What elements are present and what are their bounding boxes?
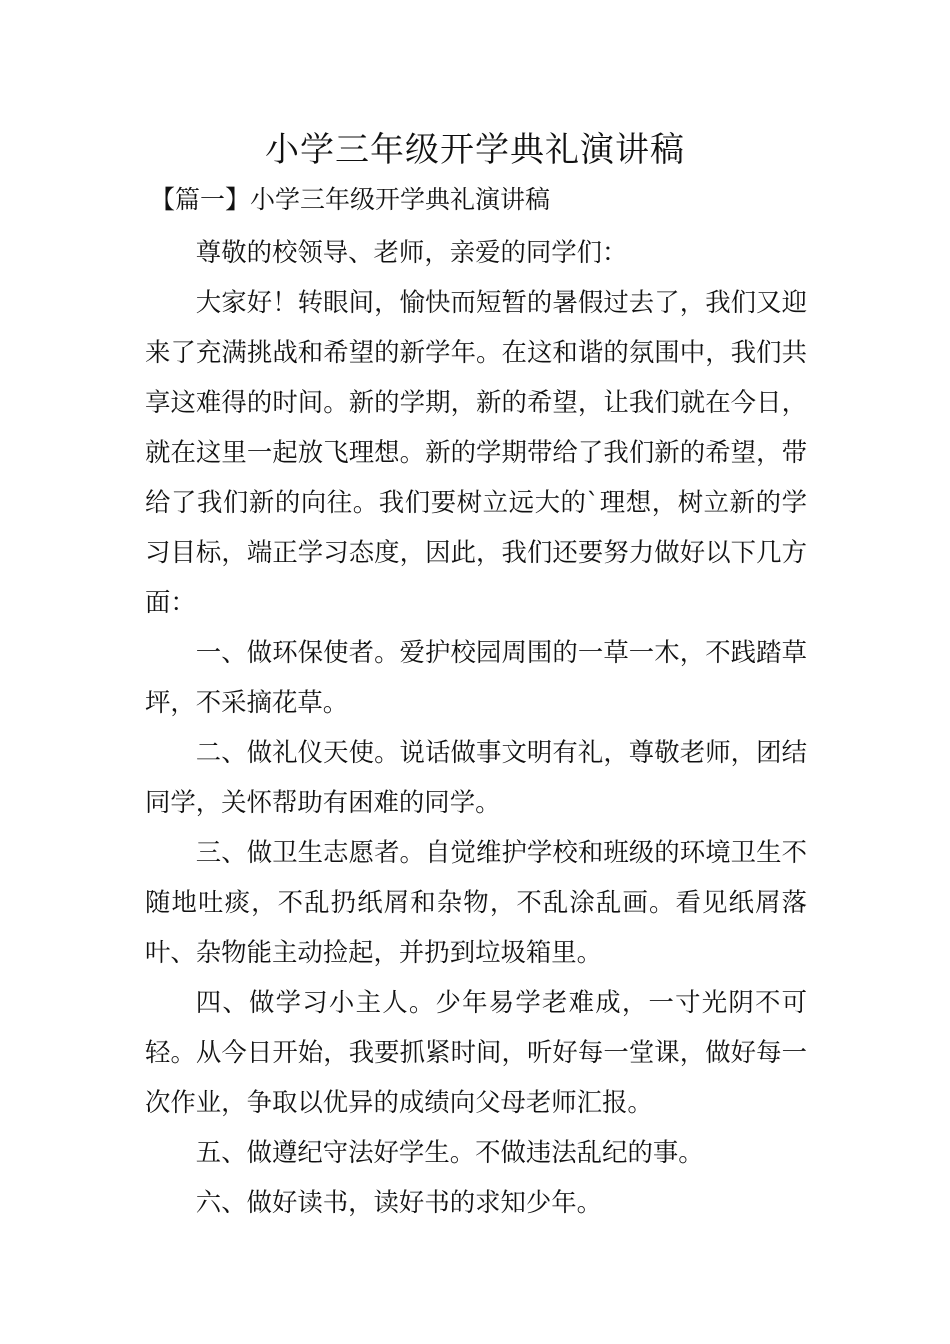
document-body bbox=[145, 227, 807, 1227]
paragraph-point-3: 三、做卫生志愿者。自觉维护学校和班级的环境卫生不随地吐痰，不乱扔纸屑和杂物，不乱涂乱画。看见纸屑落叶、杂物能主动捡起，并扔到垃圾箱里。 bbox=[145, 837, 807, 967]
paragraph-intro: 大家好！转眼间，愉快而短暂的暑假过去了，我们又迎来了充满挑战和希望的新学年。在这和谐的氛围中，我们共享这难得的时间。新的学期，新的希望，让我们就在今日，就在这里一起放飞理想。新的学期带给了我们新的希望，带给了我们新的向往。我们要树立远大的`理想，树立新的学习目标，端正学习态度，因此，我们还要努力做好以下几方面： bbox=[145, 287, 807, 617]
paragraph-point-6: 六、做好读书，读好书的求知少年。 bbox=[195, 1187, 603, 1217]
paragraph-point-5: 五、做遵纪守法好学生。不做违法乱纪的事。 bbox=[195, 1137, 704, 1167]
section-heading: 【篇一】小学三年级开学典礼演讲稿 bbox=[150, 185, 551, 214]
paragraph-point-4: 四、做学习小主人。少年易学老难成，一寸光阴不可轻。从今日开始，我要抓紧时间，听好每一堂课，做好每一次作业，争取以优异的成绩向父母老师汇报。 bbox=[145, 987, 807, 1117]
paragraph-greeting: 尊敬的校领导、老师，亲爱的同学们： bbox=[195, 237, 628, 267]
paragraph-point-1: 一、做环保使者。爱护校园周围的一草一木，不践踏草坪，不采摘花草。 bbox=[145, 637, 807, 717]
paragraph-point-2: 二、做礼仪天使。说话做事文明有礼，尊敬老师，团结同学，关怀帮助有困难的同学。 bbox=[145, 737, 807, 817]
document-title: 小学三年级开学典礼演讲稿 bbox=[265, 130, 685, 170]
